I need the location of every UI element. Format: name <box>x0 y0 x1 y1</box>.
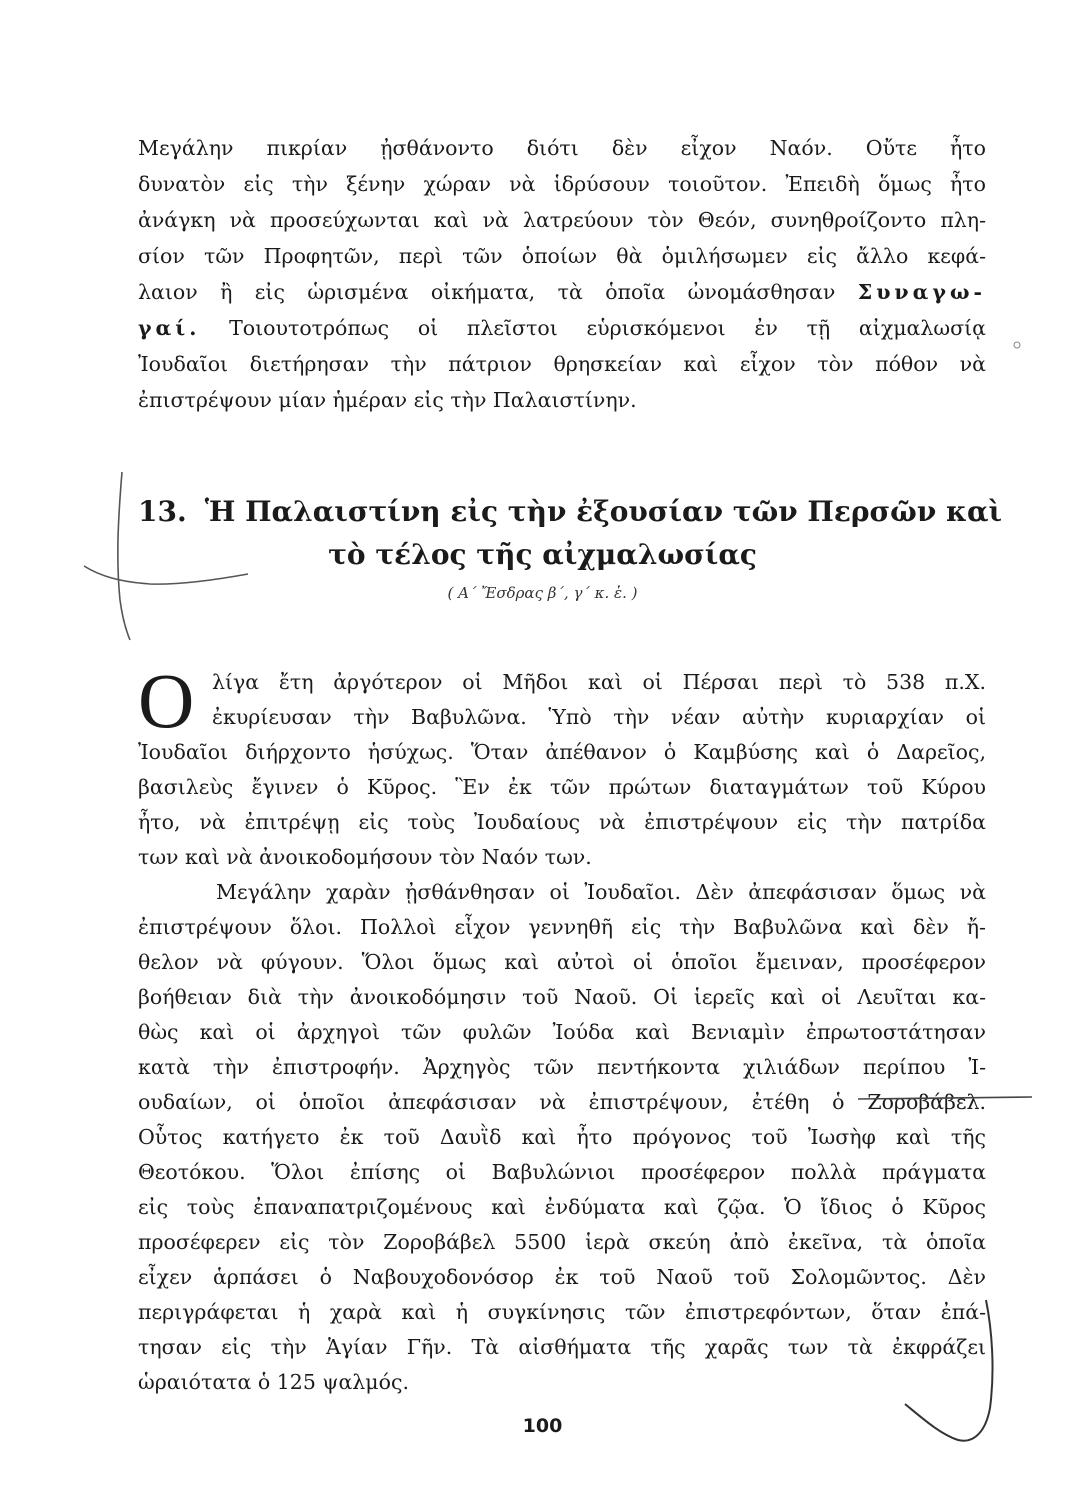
underline-pencil-mark <box>858 1097 1032 1099</box>
text-line: βασιλεὺς ἔγινεν ὁ Κῦρος. Ἓν ἐκ τῶν πρώτων διαταγμάτων τοῦ Κύρου <box>138 775 986 799</box>
text-line: ουδαίων, οἱ ὁποῖοι ἀπεφάσισαν νὰ ἐπιστρέψουν, ἐτέθη ὁ Ζοροβάβελ. <box>138 1090 986 1114</box>
page-number: 100 <box>522 1415 563 1437</box>
text-line: ἐπιστρέψουν ὅλοι. Πολλοὶ εἶχον γεννηθῆ εἰς τὴν Βαβυλῶνα καὶ δὲν ἤ- <box>138 915 986 939</box>
margin-pencil-mark <box>118 472 130 640</box>
text-line: εἶχεν ἁρπάσει ὁ Ναβουχοδονόσορ ἐκ τοῦ Ναοῦ τοῦ Σολομῶντος. Δὲν <box>138 1265 986 1289</box>
text-line: ἀνάγκη νὰ προσεύχωνται καὶ νὰ λατρεύουν τὸν Θεόν, συνηθροίζοντο πλη- <box>138 208 986 232</box>
text-line: Ἰουδαῖοι διετήρησαν τὴν πάτριον θρησκείαν καὶ εἶχον τὸν πόθον νὰ <box>138 352 986 376</box>
text-line: σίον τῶν Προφητῶν, περὶ τῶν ὁποίων θὰ ὁμιλήσωμεν εἰς ἄλλο κεφά- <box>138 244 986 268</box>
scripture-reference: ( Α΄ Ἔσδρας β΄, γ΄ κ. ἑ. ) <box>447 584 638 602</box>
text-line: των καὶ νὰ ἀνοικοδομήσουν τὸν Ναόν των. <box>138 845 592 869</box>
text-line: Ἰουδαῖοι διήρχοντο ἡσύχως. Ὅταν ἀπέθανον ὁ Καμβύσης καὶ ὁ Δαρεῖος, <box>138 740 986 764</box>
section-number: 13. <box>138 495 187 528</box>
text-segment: Τοιουτοτρόπως οἱ πλεῖστοι εὑρισκόμενοι ἐν τῇ αἰχμαλωσίᾳ <box>229 316 986 340</box>
text-line: ἐκυρίευσαν τὴν Βαβυλῶνα. Ὑπὸ τὴν νέαν αὐτὴν κυριαρχίαν οἱ <box>212 705 986 729</box>
text-line: περιγράφεται ἡ χαρὰ καὶ ἡ συγκίνησις τῶν ἐπιστρεφόντων, ὅταν ἐπά- <box>138 1300 986 1324</box>
text-line: εἰς τοὺς ἐπαναπατριζομένους καὶ ἐνδύματα καὶ ζῷα. Ὁ ἴδιος ὁ Κῦρος <box>138 1195 986 1219</box>
text-line: θὼς καὶ οἱ ἀρχηγοὶ τῶν φυλῶν Ἰούδα καὶ Βενιαμὶν ἐπρωτοστάτησαν <box>138 1020 986 1044</box>
text-line: δυνατὸν εἰς τὴν ξένην χώραν νὰ ἱδρύσουν τοιοῦτον. Ἐπειδὴ ὅμως ἦτο <box>138 172 986 196</box>
text-segment: λαιον ἢ εἰς ὡρισμένα οἰκήματα, τὰ ὁποῖα ὠνομάσθησαν <box>138 280 836 304</box>
text-line: λίγα ἔτη ἀργότερον οἱ Μῆδοι καὶ οἱ Πέρσαι περὶ τὸ 538 π.Χ. <box>212 670 986 694</box>
text-line: ὡραιότατα ὁ 125 ψαλμός. <box>138 1370 409 1394</box>
text-line: ἐπιστρέψουν μίαν ἡμέραν εἰς τὴν Παλαιστίνην. <box>138 388 637 412</box>
section-title-line2: τὸ τέλος τῆς αἰχμαλωσίας <box>328 538 757 571</box>
text-line: Θεοτόκου. Ὅλοι ἐπίσης οἱ Βαβυλώνιοι προσέφερον πολλὰ πράγματα <box>138 1160 986 1184</box>
text-line: Μεγάλην χαρὰν ᾐσθάνθησαν οἱ Ἰουδαῖοι. Δὲν ἀπεφάσισαν ὅμως νὰ <box>216 880 986 904</box>
check-pencil-mark <box>905 1300 993 1441</box>
drop-cap: Ο <box>138 657 195 744</box>
margin-pencil-mark <box>84 566 248 584</box>
text-line: βοήθειαν διὰ τὴν ἀνοικοδόμησιν τοῦ Ναοῦ. Οἱ ἱερεῖς καὶ οἱ Λευῖται κα- <box>138 985 986 1009</box>
text-line: ἦτο, νὰ ἐπιτρέψῃ εἰς τοὺς Ἰουδαίους νὰ ἐπιστρέψουν εἰς τὴν πατρίδα <box>138 810 986 834</box>
term-synagogai-end: γαί. <box>138 316 201 340</box>
text-line: τησαν εἰς τὴν Ἁγίαν Γῆν. Τὰ αἰσθήματα τῆς χαρᾶς των τὰ ἐκφράζει <box>138 1335 986 1359</box>
stray-mark <box>1014 342 1020 348</box>
section-title-line1: Ἡ Παλαιστίνη εἰς τὴν ἐξουσίαν τῶν Περσῶν καὶ <box>204 495 1003 528</box>
text-line: κατὰ τὴν ἐπιστροφήν. Ἀρχηγὸς τῶν πεντήκοντα χιλιάδων περίπου Ἰ- <box>138 1055 986 1079</box>
text-line: προσέφερεν εἰς τὸν Ζοροβάβελ 5500 ἱερὰ σκεύη ἀπὸ ἐκεῖνα, τὰ ὁποῖα <box>138 1230 986 1254</box>
text-line: Οὗτος κατήγετο ἐκ τοῦ Δαυῒδ καὶ ἦτο πρόγονος τοῦ Ἰωσὴφ καὶ τῆς <box>138 1125 986 1149</box>
text-line: Μεγάλην πικρίαν ᾐσθάνοντο διότι δὲν εἶχον Ναόν. Οὔτε ἦτο <box>138 136 986 160</box>
text-line: θελον νὰ φύγουν. Ὅλοι ὅμως καὶ αὐτοὶ οἱ ὁποῖοι ἔμειναν, προσέφερον <box>138 950 986 974</box>
term-synagogai-start: Συναγω- <box>857 280 986 304</box>
